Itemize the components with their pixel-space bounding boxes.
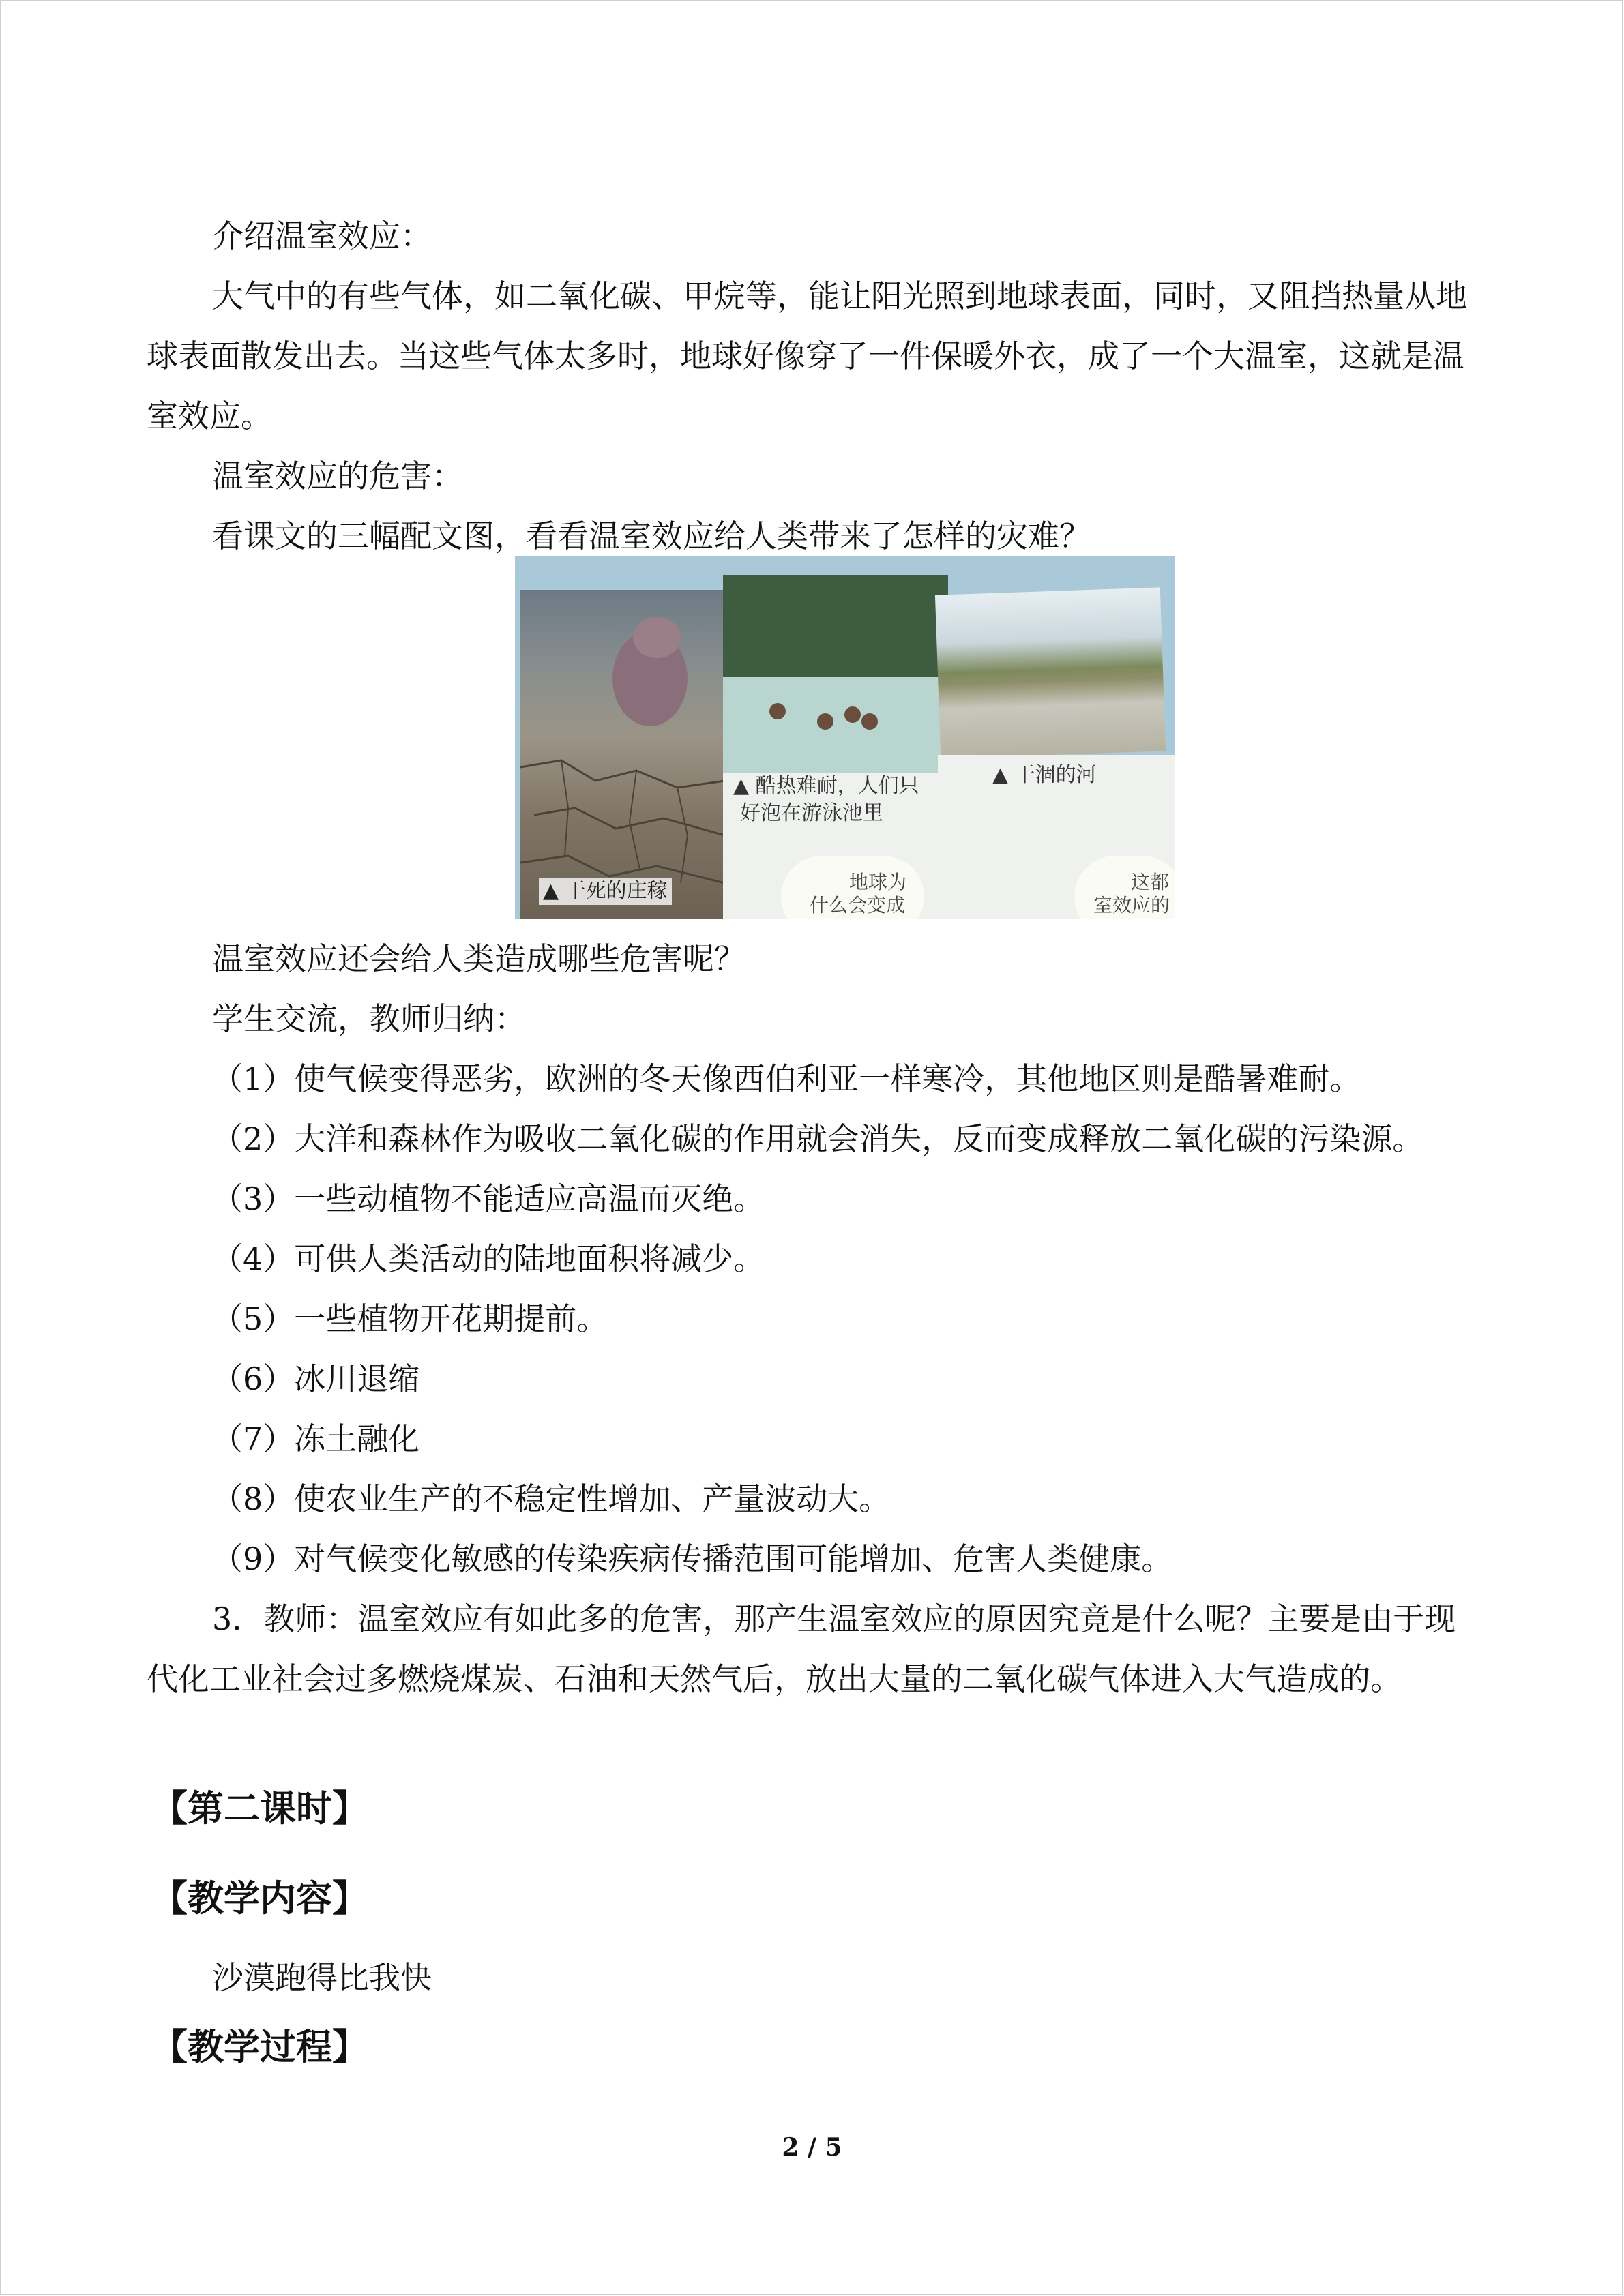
bubble-1-text-line1: 地球为 — [849, 871, 907, 893]
bubble-2-text-line1: 这都 — [1131, 871, 1170, 893]
harm-item: （2）大洋和森林作为吸收二氧化碳的作用就会消失，反而变成释放二氧化碳的污染源。 — [211, 1120, 1424, 1157]
textbook-photo-collage — [515, 556, 1175, 919]
harm-prompt: 看课文的三幅配文图，看看温室效应给人类带来了怎样的灾难？ — [212, 518, 1091, 554]
section-heading-content: 【教学内容】 — [151, 1878, 368, 1920]
harm-item: （9）对气候变化敏感的传染疾病传播范围可能增加、危害人类健康。 — [211, 1540, 1173, 1577]
swimming-pool-photo — [723, 575, 948, 773]
harm-item: （4）可供人类活动的陆地面积将减少。 — [211, 1240, 765, 1277]
intro-paragraph: 大气中的有些气体，如二氧化碳、甲烷等，能让阳光照到地球表面，同时，又阻挡热量从地球表面散发出去。当这些气体太多时，地球好像穿了一件保暖外衣，成了一个大温室，这就是温室效应。 — [147, 278, 1467, 434]
dried-river-photo — [935, 587, 1166, 758]
caption-dead-crops: ▲ 干死的庄稼 — [539, 878, 672, 905]
caption-pool-line2: 好泡在游泳池里 — [740, 801, 883, 825]
caption-dried-river: ▲ 干涸的河 — [992, 763, 1097, 787]
harm-item: （3）一些动植物不能适应高温而灭绝。 — [211, 1180, 765, 1217]
intro-heading: 介绍温室效应： — [212, 218, 432, 254]
teacher-paragraph: 3．教师：温室效应有如此多的危害，那产生温室效应的原因究竟是什么呢？主要是由于现代化工业社会过多燃烧煤炭、石油和天然气后，放出大量的二氧化碳气体进入大气造成的。 — [147, 1600, 1456, 1697]
section-heading-process: 【教学过程】 — [151, 2027, 368, 2068]
content-text: 沙漠跑得比我快 — [212, 1959, 432, 1996]
bubble-1-text-line2: 什么会变成 — [810, 894, 906, 916]
page-number: 2 / 5 — [782, 2133, 842, 2162]
harm-item: （7）冻土融化 — [211, 1420, 420, 1457]
dead-crops-photo — [520, 590, 725, 919]
harm-item: （8）使农业生产的不稳定性增加、产量波动大。 — [211, 1480, 891, 1517]
harm-item: （1）使气候变得恶劣，欧洲的冬天像西伯利亚一样寒冷，其他地区则是酷暑难耐。 — [211, 1060, 1361, 1097]
caption-pool-line1: ▲ 酷热难耐，人们只 — [733, 774, 919, 798]
summary-intro: 学生交流，教师归纳： — [212, 1000, 526, 1037]
bubble-2-text-line2: 室效应的 — [1093, 894, 1170, 916]
harm-item: （5）一些植物开花期提前。 — [211, 1300, 608, 1337]
section-heading-lesson2: 【第二课时】 — [151, 1788, 368, 1830]
question: 温室效应还会给人类造成哪些危害呢？ — [212, 940, 745, 977]
harm-heading: 温室效应的危害： — [212, 458, 463, 494]
harm-item: （6）冰川退缩 — [211, 1360, 420, 1397]
